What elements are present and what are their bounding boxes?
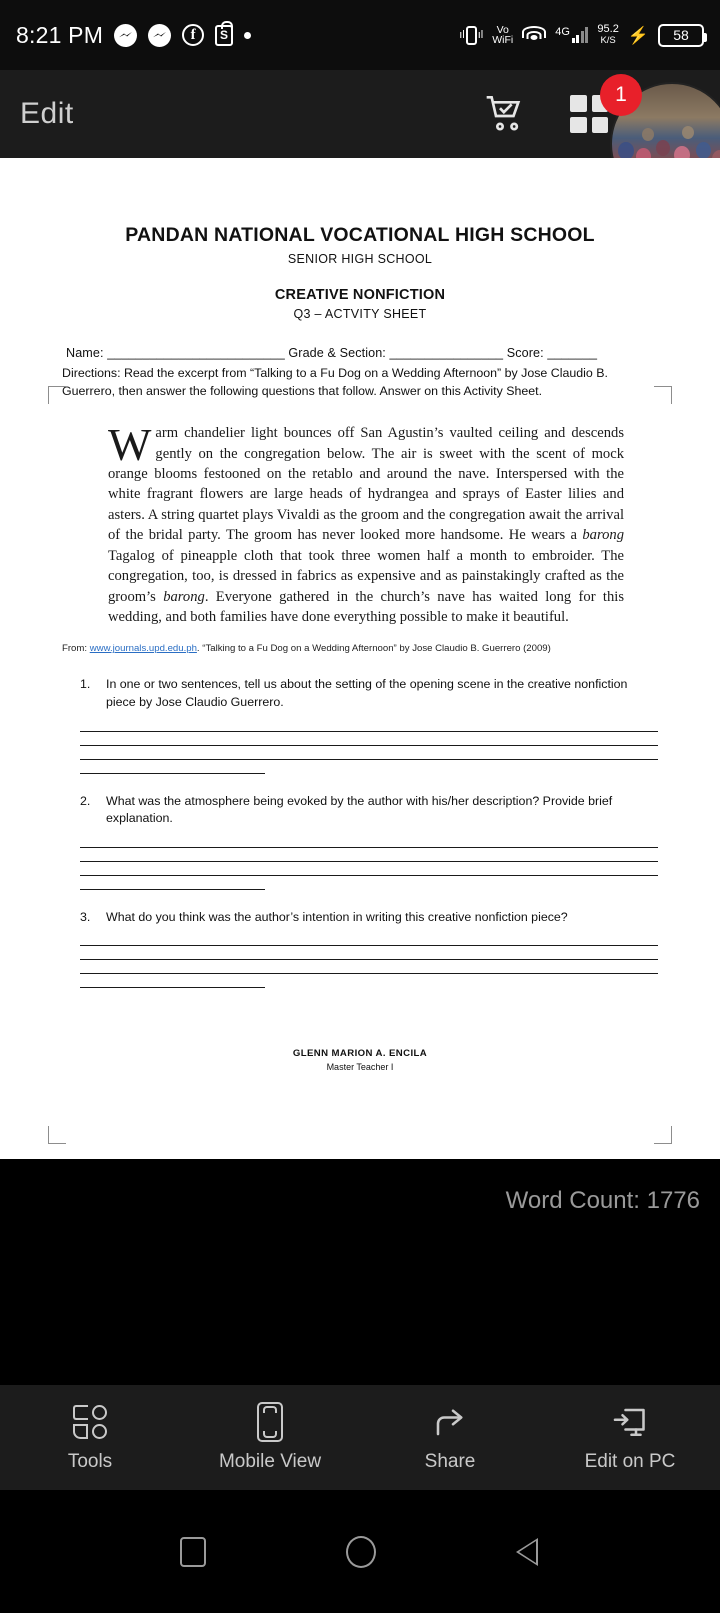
bottom-nav-edit-on-pc[interactable]: [540, 1402, 720, 1473]
dot-icon: [244, 32, 251, 39]
home-circle-icon[interactable]: [346, 1536, 376, 1568]
source-link[interactable]: www.journals.upd.edu.ph: [89, 643, 197, 655]
bottom-nav-mobile-view[interactable]: [180, 1402, 360, 1473]
mobile-view-icon: [257, 1402, 283, 1442]
bottom-nav-label: Mobile View: [218, 1451, 322, 1472]
document-page[interactable]: [0, 158, 720, 1159]
crop-mark: [48, 1126, 66, 1144]
tools-icon: [73, 1402, 107, 1442]
question-text: What do you think was the author’s intention in writing this creative nonfiction piece?: [106, 909, 568, 924]
question-number: 3.: [80, 909, 91, 924]
data-speed-indicator: 95.2 K/S: [597, 23, 619, 46]
sheet-title: Q3 – ACTVITY SHEET: [293, 307, 427, 321]
edit-on-pc-icon: [610, 1402, 650, 1442]
source-suffix: . “Talking to a Fu Dog on a Wedding Afternoon” by Jose Claudio B. Guerrero (2009): [196, 643, 551, 655]
messenger-icon: [148, 24, 171, 47]
signature-role: Master Teacher I: [326, 1062, 394, 1073]
system-navigation-bar: [0, 1490, 720, 1613]
facebook-icon: f: [182, 24, 204, 46]
subject-title: CREATIVE NONFICTION: [274, 287, 446, 303]
word-count-label: Word Count: 1776: [505, 1187, 700, 1214]
excerpt-text-2: Tagalog of pineapple cloth that took three women half a month to embroider. The congregation, too, is dressed in fabrics as expensive and as painstakingly crafted as the groom’s: [108, 547, 624, 605]
excerpt-paragraph: [108, 419, 624, 627]
excerpt-italic-1: barong: [582, 527, 624, 544]
crop-mark: [48, 386, 66, 404]
answer-lines[interactable]: [80, 932, 658, 988]
drop-cap: W: [108, 419, 152, 471]
excerpt-text-3: . Everyone gathered in the church’s nave has waited long for this wedding, and both families have done everything possible to make it beautiful.: [108, 588, 624, 626]
question-number: 2.: [80, 793, 91, 808]
question-block: [62, 676, 658, 773]
cart-check-icon[interactable]: [482, 91, 528, 137]
battery-indicator: 58: [658, 24, 704, 47]
question-list: [62, 676, 658, 988]
question-item: [62, 793, 658, 828]
answer-lines[interactable]: [80, 718, 658, 774]
notification-badge[interactable]: 1: [600, 74, 642, 116]
shopee-icon: S: [215, 25, 233, 46]
editor-backdrop: [0, 1159, 720, 1385]
vibrate-icon: ıl ıl: [459, 26, 483, 45]
edit-mode-label[interactable]: Edit: [20, 97, 74, 130]
signature-block: [62, 1048, 658, 1072]
answer-lines[interactable]: [80, 834, 658, 890]
bottom-nav-share[interactable]: [360, 1402, 540, 1473]
messenger-icon: [114, 24, 137, 47]
source-attribution: [62, 643, 658, 654]
signature-name: GLENN MARION A. ENCILA: [292, 1048, 428, 1060]
status-bar-left: [16, 22, 251, 49]
excerpt-text-1: arm chandelier light bounces off San Agustin’s vaulted ceiling and descends gently on the congregation below. The air is sweet with the scent of mock orange blooms festooned on the retablo and around the nave. Interspersed with the white fragrant flowers are large heads of hydrangea and sprays of Easter lilies and asters. A string quartet plays Vivaldi as the groom and the congregation await the arrival of the bridal party. The groom has never looked more handsome. He wears a: [108, 425, 624, 544]
bottom-nav-tools[interactable]: [0, 1402, 180, 1473]
wifi-icon: [522, 26, 546, 44]
question-item: [62, 909, 658, 927]
document-body: [0, 158, 720, 1072]
share-icon: [431, 1402, 469, 1442]
recents-square-icon[interactable]: [180, 1537, 206, 1567]
question-block: [62, 793, 658, 890]
question-number: 1.: [80, 677, 91, 692]
cellular-signal-icon: 4G: [555, 27, 588, 43]
bottom-toolbar: [0, 1385, 720, 1490]
back-triangle-icon[interactable]: [516, 1536, 540, 1568]
charging-bolt-icon: ⚡: [627, 25, 649, 45]
bottom-nav-label: Tools: [67, 1451, 113, 1472]
crop-mark: [654, 1126, 672, 1144]
bottom-nav-label: Share: [424, 1451, 476, 1472]
directions-text: Directions: Read the excerpt from “Talking to a Fu Dog on a Wedding Afternoon” by Jose Claudio B. Guerrero, then answer the following questions that follow. Answer on this Activity Sheet.: [62, 366, 608, 398]
bottom-nav-label: Edit on PC: [584, 1451, 676, 1472]
school-level: SENIOR HIGH SCHOOL: [287, 252, 433, 266]
question-text: In one or two sentences, tell us about the setting of the opening scene in the creative nonfiction piece by Jose Claudio Guerrero.: [106, 677, 628, 710]
status-time: 8:21 PM: [16, 21, 104, 48]
question-item: [62, 676, 658, 711]
excerpt-italic-2: barong: [163, 588, 205, 605]
question-text: What was the atmosphere being evoked by the author with his/her description? Provide brief explanation.: [106, 793, 613, 826]
volte-wifi-icon: Vo WiFi: [492, 24, 514, 46]
status-bar-right: [459, 24, 704, 47]
crop-mark: [654, 386, 672, 404]
status-bar: [0, 0, 720, 70]
question-block: [62, 909, 658, 989]
app-toolbar: [0, 70, 720, 158]
source-prefix: From:: [62, 643, 90, 655]
school-name: PANDAN NATIONAL VOCATIONAL HIGH SCHOOL: [125, 224, 595, 246]
name-field-row: Name: _________________________ Grade & Section: ________________ Score: _______: [66, 346, 598, 360]
